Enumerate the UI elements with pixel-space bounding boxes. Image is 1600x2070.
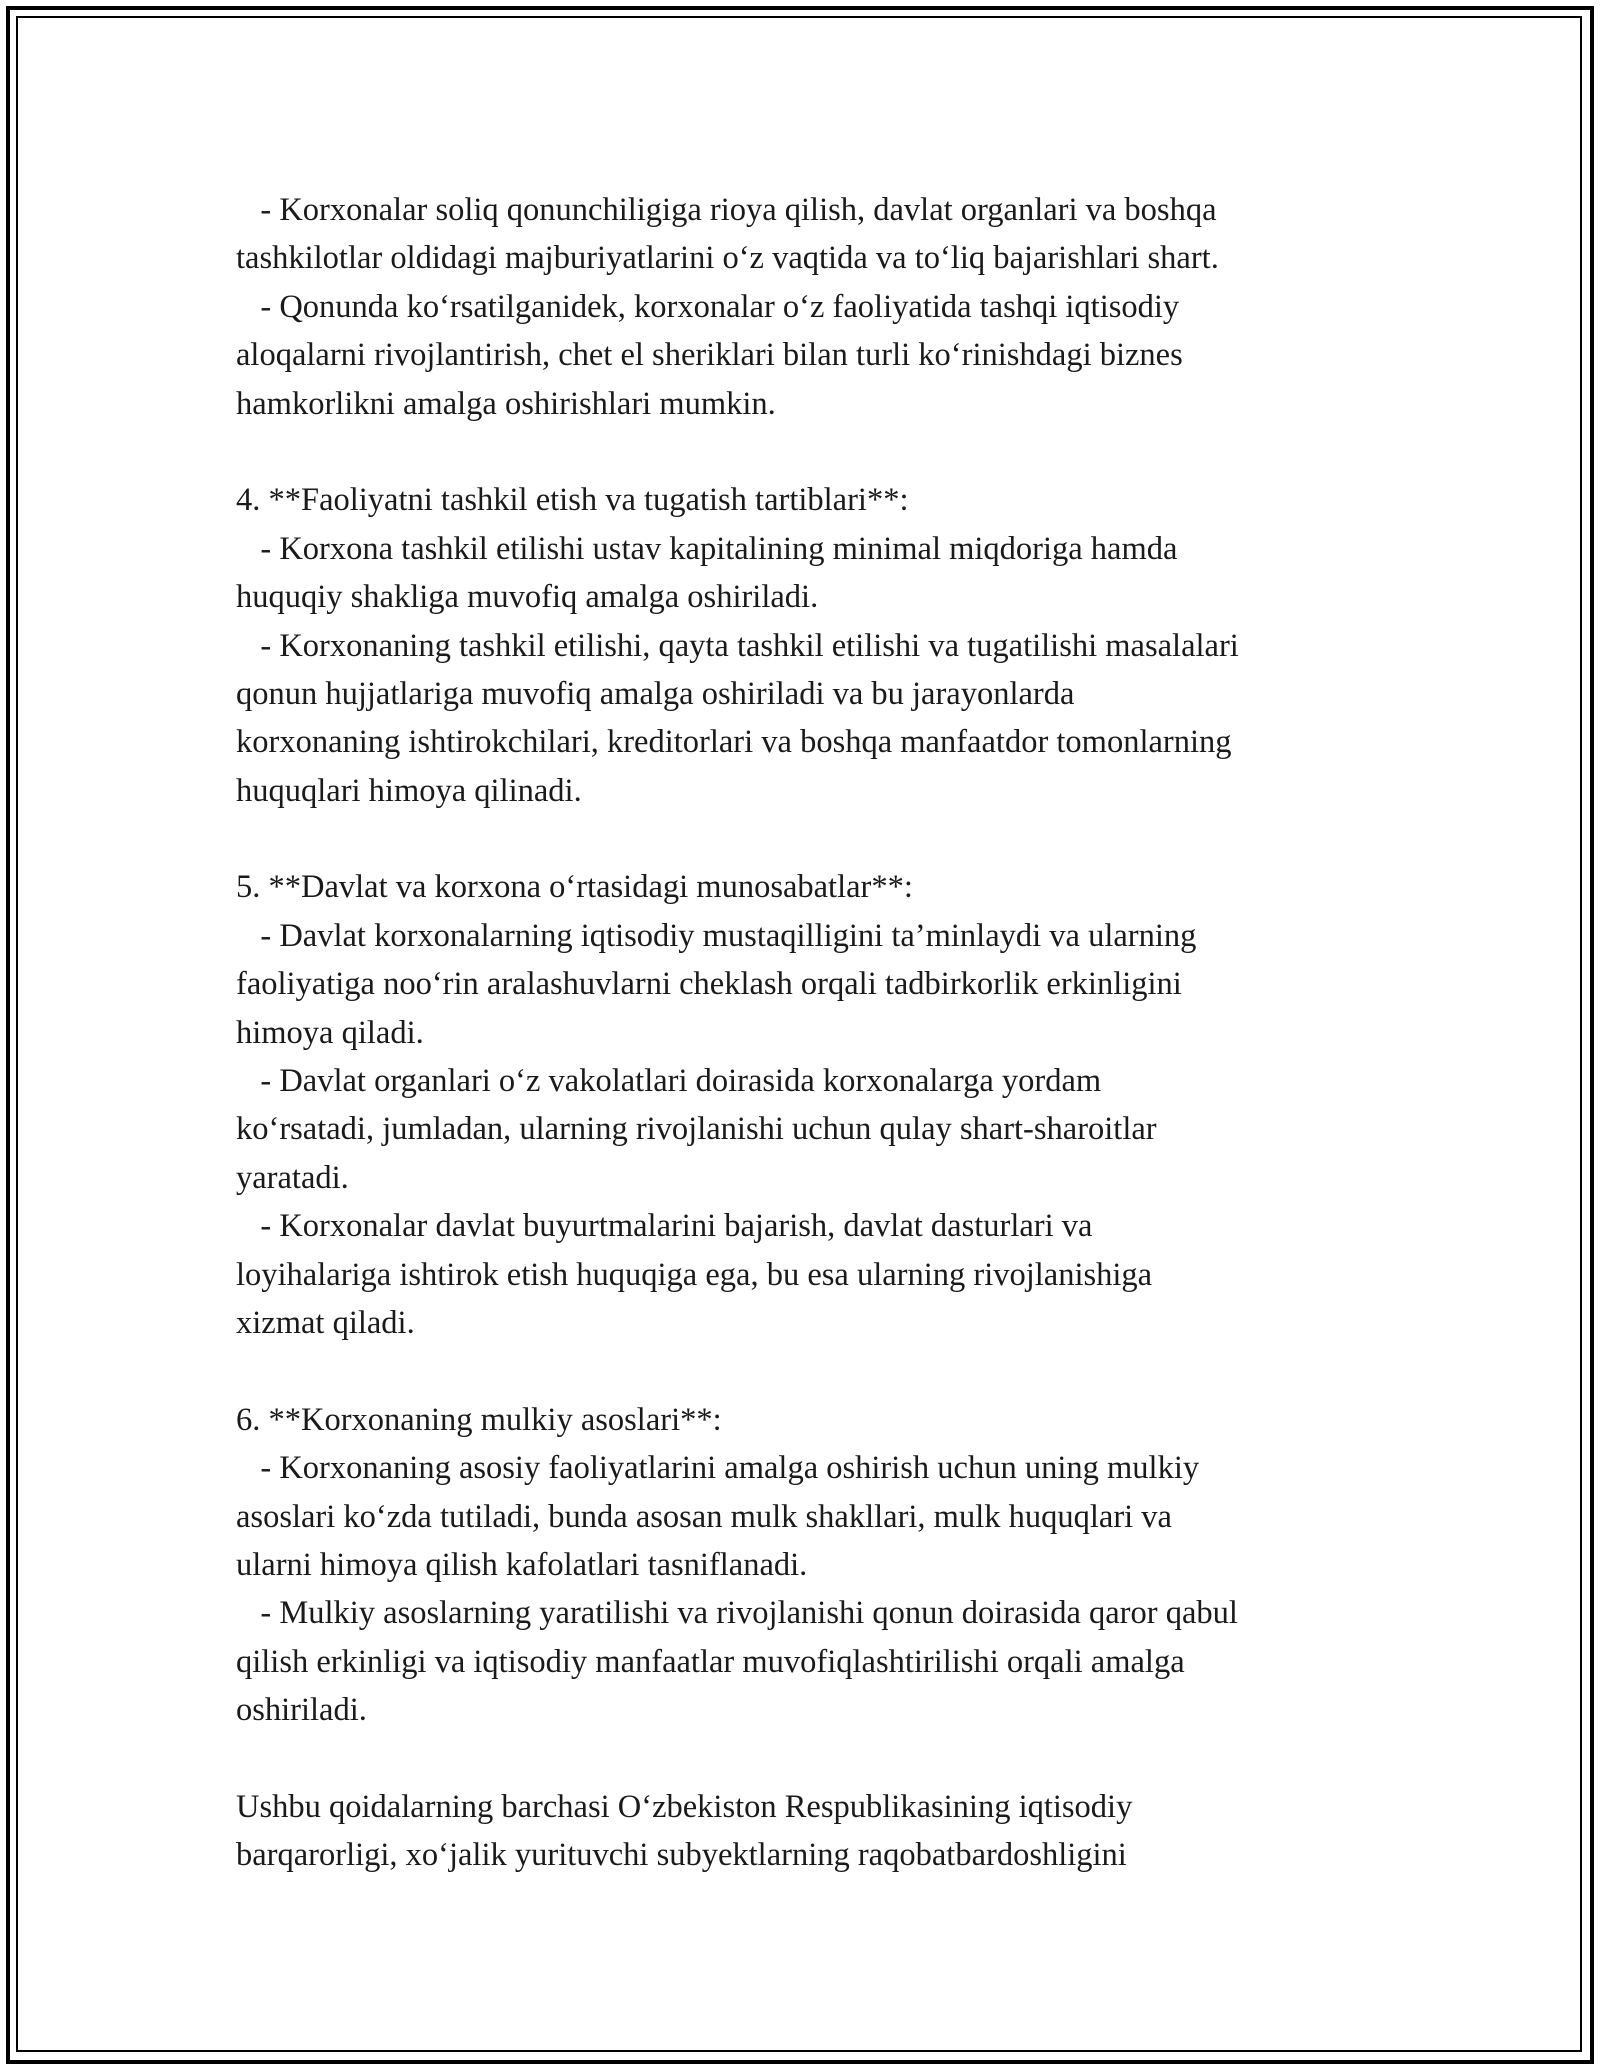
text-line: Ushbu qoidalarning barchasi Oʻzbekiston Respublikasining iqtisodiy bbox=[236, 1788, 1133, 1825]
text-line: 6. **Korxonaning mulkiy asoslari**: bbox=[236, 1401, 722, 1438]
text-line: oshiriladi. bbox=[236, 1692, 367, 1729]
text-line: - Korxona tashkil etilishi ustav kapitalining minimal miqdoriga hamda bbox=[236, 530, 1178, 567]
text-line: - Mulkiy asoslarning yaratilishi va rivojlanishi qonun doirasida qaror qabul bbox=[236, 1595, 1238, 1632]
text-line: koʻrsatadi, jumladan, ularning rivojlanishi uchun qulay shart-sharoitlar bbox=[236, 1111, 1157, 1148]
text-line: yaratadi. bbox=[236, 1159, 349, 1196]
text-line: huquqiy shakliga muvofiq amalga oshiriladi. bbox=[236, 579, 819, 616]
text-line: - Korxonaning tashkil etilishi, qayta tashkil etilishi va tugatilishi masalalari bbox=[236, 627, 1239, 664]
paragraph-spacer bbox=[236, 428, 1396, 476]
text-line: - Korxonalar soliq qonunchiligiga rioya qilish, davlat organlari va boshqa bbox=[236, 192, 1217, 228]
text-line: ularni himoya qilish kafolatlari tasniflanadi. bbox=[236, 1546, 808, 1583]
paragraph-spacer bbox=[236, 1735, 1396, 1783]
text-line: 5. **Davlat va korxona oʻrtasidagi munosabatlar**: bbox=[236, 869, 913, 906]
text-line: xizmat qiladi. bbox=[236, 1304, 415, 1341]
text-line: - Davlat organlari oʻz vakolatlari doirasida korxonalarga yordam bbox=[236, 1063, 1102, 1100]
paragraph-spacer bbox=[236, 815, 1396, 863]
text-line: huquqlari himoya qilinadi. bbox=[236, 772, 582, 809]
document-body bbox=[236, 186, 1396, 1880]
text-line: hamkorlikni amalga oshirishlari mumkin. bbox=[236, 385, 776, 422]
text-line: qilish erkinligi va iqtisodiy manfaatlar muvofiqlashtirilishi orqali amalga bbox=[236, 1643, 1185, 1680]
text-line: 4. **Faoliyatni tashkil etish va tugatish tartiblari**: bbox=[236, 482, 909, 519]
text-line: asoslari koʻzda tutiladi, bunda asosan mulk shakllari, mulk huquqlari va bbox=[236, 1498, 1172, 1535]
text-line: korxonaning ishtirokchilari, kreditorlari va boshqa manfaatdor tomonlarning bbox=[236, 724, 1232, 761]
text-line: - Davlat korxonalarning iqtisodiy mustaqilligini ta’minlaydi va ularning bbox=[236, 917, 1197, 954]
text-line: qonun hujjatlariga muvofiq amalga oshiriladi va bu jarayonlarda bbox=[236, 675, 1075, 712]
paragraph-spacer bbox=[236, 1347, 1396, 1395]
text-line: - Korxonalar davlat buyurtmalarini bajarish, davlat dasturlari va bbox=[236, 1208, 1093, 1245]
text-line: barqarorligi, xoʻjalik yurituvchi subyektlarning raqobatbardoshligini bbox=[236, 1837, 1127, 1874]
text-line: - Korxonaning asosiy faoliyatlarini amalga oshirish uchun uning mulkiy bbox=[236, 1450, 1200, 1487]
text-line: - Qonunda koʻrsatilganidek, korxonalar oʻz faoliyatida tashqi iqtisodiy bbox=[236, 288, 1180, 325]
text-line: aloqalarni rivojlantirish, chet el sheriklari bilan turli koʻrinishdagi biznes bbox=[236, 337, 1183, 374]
text-line: faoliyatiga nooʻrin aralashuvlarni cheklash orqali tadbirkorlik erkinligini bbox=[236, 966, 1182, 1003]
text-line: himoya qiladi. bbox=[236, 1014, 424, 1051]
text-line: loyihalariga ishtirok etish huquqiga ega, bu esa ularning rivojlanishiga bbox=[236, 1256, 1153, 1293]
text-line: tashkilotlar oldidagi majburiyatlarini oʻz vaqtida va toʻliq bajarishlari shart. bbox=[236, 240, 1219, 277]
